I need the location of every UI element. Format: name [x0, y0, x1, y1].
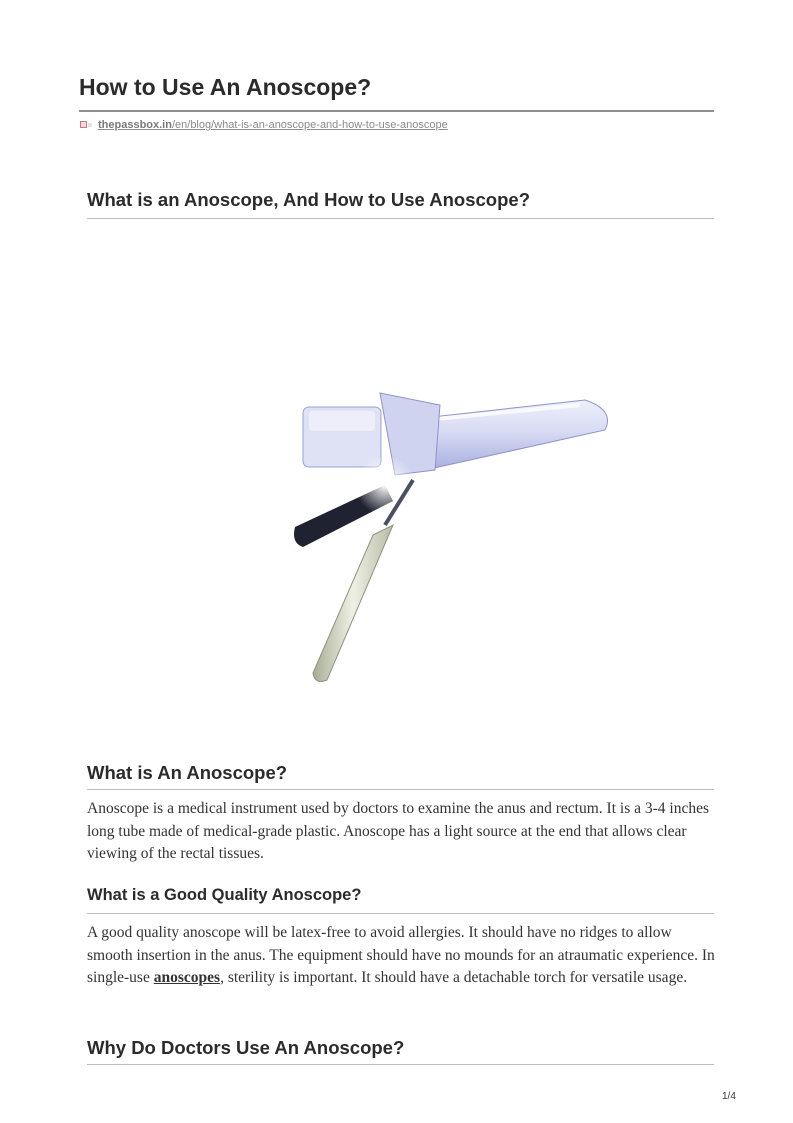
section-paragraph — [87, 922, 717, 990]
section-heading: What is a Good Quality Anoscope? — [87, 886, 362, 904]
page-number: 1/4 — [722, 1091, 736, 1102]
anoscope-image — [285, 385, 625, 690]
source-domain: thepassbox.in — [98, 119, 172, 131]
paragraph-text: , sterility is important. It should have a detachable torch for versatile usage. — [220, 969, 688, 986]
favicon-icon — [80, 121, 92, 129]
paragraph-text: A good quality anoscope will be latex-free to avoid allergies. It should have no ridges to allow smooth insertion in the anus. The equipment should have no mounds for an atraumatic experience. In single-use — [87, 924, 715, 986]
main-heading-divider — [87, 218, 714, 219]
section-paragraph: Anoscope is a medical instrument used by doctors to examine the anus and rectum. It is a 3-4 inches long tube made of medical-grade plastic. Anoscope has a light source at the end that allows clear viewing of the rectal tissues. — [87, 800, 709, 862]
source-path: /en/blog/what-is-an-anoscope-and-how-to-use-anoscope — [171, 119, 448, 131]
section-heading: Why Do Doctors Use An Anoscope? — [87, 1037, 405, 1058]
anoscopes-link[interactable]: anoscopes — [153, 969, 221, 986]
source-line — [80, 119, 448, 131]
section-heading: What is An Anoscope? — [87, 762, 288, 783]
main-heading: What is an Anoscope, And How to Use Anoscope? — [87, 189, 530, 210]
title-divider — [79, 110, 714, 112]
section-divider — [87, 1064, 714, 1065]
page-title: How to Use An Anoscope? — [79, 74, 372, 100]
source-url-link[interactable] — [98, 119, 448, 131]
section-divider — [87, 913, 714, 914]
section-divider — [87, 789, 714, 790]
